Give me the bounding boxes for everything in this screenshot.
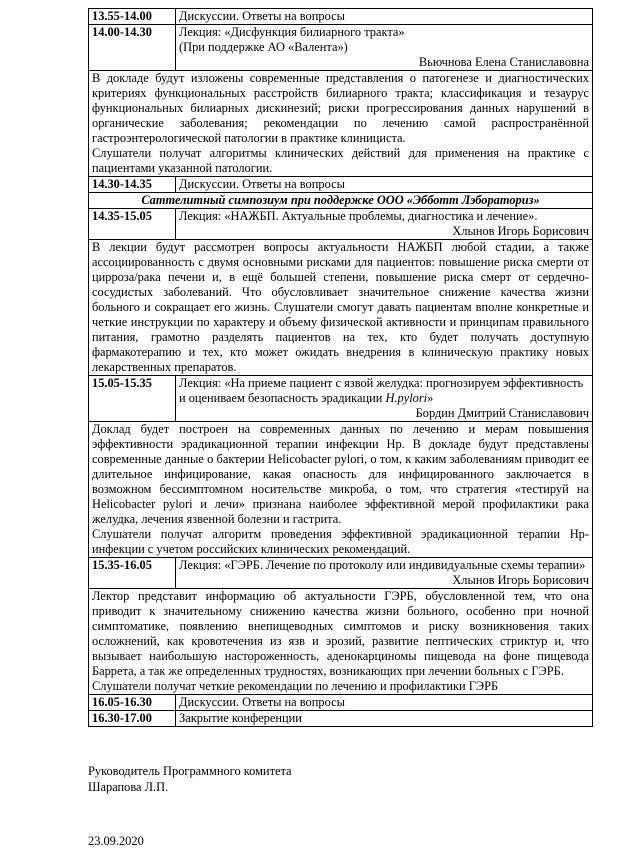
description-outcome: Слушатели получат алгоритмы клинических действий для применения на практике с пациентами указанной патологии. — [92, 146, 589, 175]
event-cell: Дискуссии. Ответы на вопросы — [176, 177, 593, 193]
time-cell: 14.35-15.05 — [89, 209, 176, 240]
description-outcome: Слушатели получат четкие рекомендации по лечению и профилактики ГЭРБ — [92, 679, 499, 693]
table-row — [89, 177, 593, 193]
description-text: В лекции будут рассмотрен вопросы актуальности НАЖБП любой стадии, а также ассоциированность с двумя основными рисками для пациентов: повышение риска смерти от цирроза/рака печени и, в ещё большей степени, повышение риска смерт от сердечно-сосудистых заболеваний. Что обусловливает значительное снижение качества жизни больного и сокращает его жизнь. Слушатели смогут давать пациентам вполне конкретные и четкие инструкции по характеру и объему физической активности и принципам правильного питания, грамотно разделять пациентов на тех, кто будет получать доступную фармакотерапию и тех, кто может ожидать внедрения в клиническую практику новых лекарственных препаратов. — [92, 240, 589, 374]
description-text: Доклад будет построен на современных данных по лечению и мерам повышения эффективности эрадикационной терапии инфекции Hp. В докладе будут представлены современные данные о бактерии Helicobacter pylori, о том, к каким заболеваниям приводит ее длительное инфицирование, какая опасность для инфицированного заключается в возможном бессимптомном носительстве микроба, о том, что стратегия «тестируй на Helicobacter pylori и лечи» признана наиболее эффективной мерой профилактики рака желудка, лечения язвенной болезни и гастрита. — [92, 422, 589, 526]
table-row — [89, 422, 593, 558]
description-outcome: Слушатели получат алгоритм проведения эффективной эрадикационной терапии Hp-инфекции с учетом российских клинических рекомендаций. — [92, 527, 589, 556]
description-cell — [89, 422, 593, 558]
lecture-cell — [176, 558, 593, 589]
lecture-cell — [176, 25, 593, 71]
lecture-cell — [176, 376, 593, 422]
signature-block — [88, 763, 593, 849]
lecture-title: Лекция: «ГЭРБ. Лечение по протоколу или индивидуальные схемы терапии» — [179, 558, 586, 572]
table-row — [89, 695, 593, 711]
speaker-name: Хлынов Игорь Борисович — [452, 573, 589, 587]
event-cell: Дискуссии. Ответы на вопросы — [176, 9, 593, 25]
program-page — [88, 8, 593, 849]
event-cell: Дискуссии. Ответы на вопросы — [176, 695, 593, 711]
description-cell — [89, 71, 593, 177]
lecture-cell — [176, 209, 593, 240]
pathogen-name: H.pylori — [385, 391, 428, 405]
description-text: В докладе будут изложены современные представления о патогенезе и диагностических критериях функциональных расстройств билиарного тракта; классификация и тезаурус функциональных билиарных дискинезий; риски прогрессирования данных нарушений в органические заболевания; рекомендации по лечению самой распространённой гастроэнтерологической патологии в практике клинициста. — [92, 71, 589, 145]
table-row — [89, 25, 593, 71]
event-cell: Закрытие конференции — [176, 711, 593, 727]
table-row — [89, 711, 593, 727]
table-row — [89, 71, 593, 177]
lecture-title: Лекция: «НАЖБП. Актуальные проблемы, диагностика и лечение». — [179, 209, 538, 223]
description-text: Лектор представит информацию об актуальности ГЭРБ, обусловленной тем, что она приводит к значительному снижению качества жизни больного, особенно при ночной симптоматике, появлению внепищеводных симптомов и риску возникновения таких осложнений, как кровотечения из язв и эрозий, развитие пептических стриктур и, что вызывает наибольшую настороженность, аденокарциномы пищевода на фоне пищевода Баррета, а так же определенных трудностях, возникающих при лечении больных с ГЭРБ. — [92, 589, 589, 678]
table-row — [89, 9, 593, 25]
lecture-title: Лекция: «Дисфункция билиарного тракта» — [179, 25, 405, 39]
table-row — [89, 558, 593, 589]
description-cell — [89, 240, 593, 376]
time-cell: 16.30-17.00 — [89, 711, 176, 727]
time-cell: 15.05-15.35 — [89, 376, 176, 422]
time-cell: 13.55-14.00 — [89, 9, 176, 25]
document-date: 23.09.2020 — [88, 834, 144, 848]
time-cell: 14.00-14.30 — [89, 25, 176, 71]
symposium-header: Саттелитный симпозиум при поддержке ООО «Эбботт Лэбораториз» — [89, 193, 593, 209]
table-row — [89, 193, 593, 209]
time-cell: 16.05-16.30 — [89, 695, 176, 711]
committee-head-name: Шарапова Л.П. — [88, 780, 169, 794]
time-cell: 14.30-14.35 — [89, 177, 176, 193]
speaker-name: Хлынов Игорь Борисович — [452, 224, 589, 238]
table-row — [89, 240, 593, 376]
speaker-name: Бордин Дмитрий Станиславович — [415, 406, 589, 420]
program-table — [88, 8, 593, 727]
lecture-sponsor: (При поддержке АО «Валента») — [179, 40, 348, 54]
table-row — [89, 209, 593, 240]
lecture-title: Лекция: «На приеме пациент с язвой желудка: прогнозируем эффективность и оцениваем безопасность эрадикации H.pylori» — [179, 376, 584, 405]
description-cell — [89, 589, 593, 695]
time-cell: 15.35-16.05 — [89, 558, 176, 589]
table-row — [89, 376, 593, 422]
speaker-name: Вьючнова Елена Станиславовна — [418, 55, 589, 69]
committee-role: Руководитель Программного комитета — [88, 764, 292, 778]
table-row — [89, 589, 593, 695]
